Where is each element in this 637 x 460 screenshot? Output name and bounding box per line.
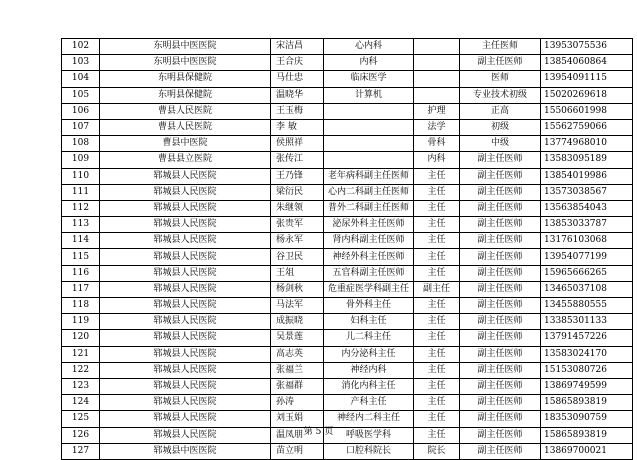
position-cell: 主任	[414, 265, 460, 281]
table-row	[62, 136, 633, 152]
position-cell: 骨科	[414, 136, 460, 152]
phone-cell: 13455880555	[541, 298, 633, 314]
name-cell: 张传江	[271, 152, 324, 168]
table-row	[62, 217, 633, 233]
department-title-cell: 产科主任	[324, 395, 414, 411]
phone-cell: 13953075536	[541, 39, 633, 55]
hospital-cell: 郓城县人民医院	[100, 233, 271, 249]
department-title-cell	[324, 103, 414, 119]
hospital-cell: 东明县中医医院	[100, 39, 271, 55]
position-cell: 院长	[414, 443, 460, 459]
name-cell: 吴景莲	[271, 330, 324, 346]
name-cell: 侯照祥	[271, 136, 324, 152]
table-row	[62, 87, 633, 103]
row-number-cell: 104	[62, 71, 100, 87]
department-title-cell	[324, 136, 414, 152]
phone-cell: 13176103068	[541, 233, 633, 249]
row-number-cell: 113	[62, 217, 100, 233]
hospital-cell: 郓城县人民医院	[100, 362, 271, 378]
department-title-cell	[324, 152, 414, 168]
department-title-cell: 骨外科主任	[324, 298, 414, 314]
department-title-cell: 呼吸医学科	[324, 427, 414, 443]
name-cell: 刘玉娟	[271, 411, 324, 427]
department-title-cell: 消化内科主任	[324, 378, 414, 394]
name-cell: 苗立明	[271, 443, 324, 459]
row-number-cell: 102	[62, 39, 100, 55]
row-number-cell: 123	[62, 378, 100, 394]
phone-cell: 13774968010	[541, 136, 633, 152]
professional-title-cell: 初级	[460, 119, 541, 135]
professional-title-cell: 专业技术初级	[460, 87, 541, 103]
hospital-cell: 郓城县人民医院	[100, 184, 271, 200]
professional-title-cell: 副主任医师	[460, 55, 541, 71]
table-row	[62, 103, 633, 119]
hospital-cell: 郓城县中医医院	[100, 443, 271, 459]
position-cell: 主任	[414, 184, 460, 200]
department-title-cell: 神经内二科主任	[324, 411, 414, 427]
phone-cell: 15562759066	[541, 119, 633, 135]
department-title-cell: 内分泌科主任	[324, 346, 414, 362]
phone-cell: 13869700021	[541, 443, 633, 459]
department-title-cell: 心内科	[324, 39, 414, 55]
name-cell: 王玉梅	[271, 103, 324, 119]
table-row	[62, 233, 633, 249]
position-cell	[414, 87, 460, 103]
name-cell: 王俎	[271, 265, 324, 281]
table-row	[62, 265, 633, 281]
phone-cell: 13573038567	[541, 184, 633, 200]
row-number-cell: 120	[62, 330, 100, 346]
phone-cell: 15020269618	[541, 87, 633, 103]
hospital-cell: 曹县县立医院	[100, 152, 271, 168]
phone-cell: 15865893819	[541, 395, 633, 411]
professional-title-cell: 副主任医师	[460, 378, 541, 394]
hospital-cell: 东明县中医医院	[100, 55, 271, 71]
phone-cell: 13385301133	[541, 314, 633, 330]
table-row	[62, 152, 633, 168]
professional-title-cell: 副主任医师	[460, 395, 541, 411]
table-row	[62, 168, 633, 184]
professional-title-cell: 副主任医师	[460, 362, 541, 378]
table-row	[62, 443, 633, 459]
name-cell: 宋洁昌	[271, 39, 324, 55]
position-cell	[414, 39, 460, 55]
professional-title-cell: 副主任医师	[460, 168, 541, 184]
row-number-cell: 106	[62, 103, 100, 119]
professional-title-cell: 副主任医师	[460, 443, 541, 459]
row-number-cell: 121	[62, 346, 100, 362]
professional-title-cell: 副主任医师	[460, 265, 541, 281]
name-cell: 梁衍民	[271, 184, 324, 200]
hospital-cell: 郓城县人民医院	[100, 427, 271, 443]
hospital-cell: 东明县保健院	[100, 87, 271, 103]
table-row	[62, 71, 633, 87]
name-cell: 马仕忠	[271, 71, 324, 87]
position-cell: 副主任	[414, 281, 460, 297]
professional-title-cell: 主任医师	[460, 39, 541, 55]
name-cell: 张福兰	[271, 362, 324, 378]
name-cell: 杨永军	[271, 233, 324, 249]
name-cell: 马法军	[271, 298, 324, 314]
phone-cell: 13583024170	[541, 346, 633, 362]
professional-title-cell: 副主任医师	[460, 346, 541, 362]
position-cell: 主任	[414, 217, 460, 233]
department-title-cell: 神经内科	[324, 362, 414, 378]
professional-title-cell: 副主任医师	[460, 233, 541, 249]
phone-cell: 15506601998	[541, 103, 633, 119]
department-title-cell: 普外二科副主任医师	[324, 200, 414, 216]
name-cell: 孙涛	[271, 395, 324, 411]
hospital-cell: 郓城县人民医院	[100, 411, 271, 427]
department-title-cell: 口腔科院长	[324, 443, 414, 459]
position-cell: 内科	[414, 152, 460, 168]
name-cell: 王合庆	[271, 55, 324, 71]
hospital-cell: 郓城县人民医院	[100, 298, 271, 314]
table-row	[62, 55, 633, 71]
department-title-cell: 计算机	[324, 87, 414, 103]
professional-title-cell: 正高	[460, 103, 541, 119]
page-number-footer: 第 5 页	[303, 427, 334, 437]
table-row	[62, 39, 633, 55]
position-cell: 主任	[414, 395, 460, 411]
row-number-cell: 112	[62, 200, 100, 216]
hospital-cell: 曹县中医院	[100, 136, 271, 152]
department-title-cell: 泌尿外科主任医师	[324, 217, 414, 233]
department-title-cell	[324, 119, 414, 135]
phone-cell: 13791457226	[541, 330, 633, 346]
position-cell	[414, 55, 460, 71]
name-cell: 张贵军	[271, 217, 324, 233]
name-cell: 温凤朋	[271, 427, 324, 443]
name-cell: 朱继领	[271, 200, 324, 216]
phone-cell: 13854060864	[541, 55, 633, 71]
professional-title-cell: 副主任医师	[460, 298, 541, 314]
hospital-cell: 郓城县人民医院	[100, 378, 271, 394]
position-cell: 主任	[414, 298, 460, 314]
phone-cell: 13563854043	[541, 200, 633, 216]
name-cell: 谷卫民	[271, 249, 324, 265]
row-number-cell: 114	[62, 233, 100, 249]
position-cell: 主任	[414, 168, 460, 184]
name-cell: 李 敏	[271, 119, 324, 135]
name-cell: 高志英	[271, 346, 324, 362]
row-number-cell: 118	[62, 298, 100, 314]
hospital-cell: 郓城县人民医院	[100, 330, 271, 346]
department-title-cell: 临床医学	[324, 71, 414, 87]
professional-title-cell: 中级	[460, 136, 541, 152]
hospital-cell: 郓城县人民医院	[100, 395, 271, 411]
row-number-cell: 124	[62, 395, 100, 411]
position-cell: 主任	[414, 249, 460, 265]
hospital-cell: 郓城县人民医院	[100, 281, 271, 297]
position-cell: 主任	[414, 233, 460, 249]
position-cell: 主任	[414, 330, 460, 346]
position-cell: 主任	[414, 200, 460, 216]
table-row	[62, 298, 633, 314]
phone-cell: 18353090759	[541, 411, 633, 427]
hospital-staff-table	[61, 38, 633, 460]
row-number-cell: 103	[62, 55, 100, 71]
hospital-cell: 郓城县人民医院	[100, 346, 271, 362]
professional-title-cell: 副主任医师	[460, 200, 541, 216]
phone-cell: 15965666265	[541, 265, 633, 281]
name-cell: 王乃锋	[271, 168, 324, 184]
position-cell: 护理	[414, 103, 460, 119]
department-title-cell: 肾内科副主任医师	[324, 233, 414, 249]
table-row	[62, 281, 633, 297]
professional-title-cell: 副主任医师	[460, 314, 541, 330]
position-cell: 主任	[414, 362, 460, 378]
hospital-cell: 郓城县人民医院	[100, 314, 271, 330]
row-number-cell: 127	[62, 443, 100, 459]
row-number-cell: 119	[62, 314, 100, 330]
department-title-cell: 内科	[324, 55, 414, 71]
name-cell: 温晓华	[271, 87, 324, 103]
professional-title-cell: 医师	[460, 71, 541, 87]
department-title-cell: 心内二科副主任医师	[324, 184, 414, 200]
phone-cell: 13583095189	[541, 152, 633, 168]
phone-cell: 13465037108	[541, 281, 633, 297]
hospital-cell: 郓城县人民医院	[100, 249, 271, 265]
name-cell: 张福群	[271, 378, 324, 394]
professional-title-cell: 副主任医师	[460, 411, 541, 427]
phone-cell: 15153080726	[541, 362, 633, 378]
name-cell: 杨剑秋	[271, 281, 324, 297]
row-number-cell: 109	[62, 152, 100, 168]
professional-title-cell: 副主任医师	[460, 281, 541, 297]
table-row	[62, 395, 633, 411]
row-number-cell: 117	[62, 281, 100, 297]
row-number-cell: 115	[62, 249, 100, 265]
name-cell: 成振晓	[271, 314, 324, 330]
phone-cell: 15865893819	[541, 427, 633, 443]
phone-cell: 13869749599	[541, 378, 633, 394]
department-title-cell: 五官科副主任医师	[324, 265, 414, 281]
table-row	[62, 378, 633, 394]
department-title-cell: 老年病科副主任医师	[324, 168, 414, 184]
department-title-cell: 妇科主任	[324, 314, 414, 330]
table-row	[62, 249, 633, 265]
table-body	[62, 39, 633, 460]
hospital-cell: 曹县人民医院	[100, 103, 271, 119]
professional-title-cell: 副主任医师	[460, 152, 541, 168]
table-row	[62, 362, 633, 378]
hospital-cell: 郓城县人民医院	[100, 217, 271, 233]
position-cell: 主任	[414, 346, 460, 362]
professional-title-cell: 副主任医师	[460, 249, 541, 265]
professional-title-cell: 副主任医师	[460, 427, 541, 443]
phone-cell: 13954077199	[541, 249, 633, 265]
hospital-cell: 东明县保健院	[100, 71, 271, 87]
professional-title-cell: 副主任医师	[460, 184, 541, 200]
department-title-cell: 儿二科主任	[324, 330, 414, 346]
phone-cell: 13954091115	[541, 71, 633, 87]
position-cell: 法学	[414, 119, 460, 135]
hospital-cell: 郓城县人民医院	[100, 265, 271, 281]
table-row	[62, 346, 633, 362]
department-title-cell: 危重症医学科副主任	[324, 281, 414, 297]
row-number-cell: 122	[62, 362, 100, 378]
position-cell: 主任	[414, 411, 460, 427]
professional-title-cell: 副主任医师	[460, 217, 541, 233]
hospital-cell: 曹县人民医院	[100, 119, 271, 135]
position-cell: 主任	[414, 378, 460, 394]
table-row	[62, 119, 633, 135]
row-number-cell: 125	[62, 411, 100, 427]
position-cell	[414, 71, 460, 87]
row-number-cell: 111	[62, 184, 100, 200]
table-row	[62, 330, 633, 346]
table-row	[62, 184, 633, 200]
row-number-cell: 116	[62, 265, 100, 281]
department-title-cell: 神经外科主任医师	[324, 249, 414, 265]
hospital-cell: 郓城县人民医院	[100, 168, 271, 184]
row-number-cell: 105	[62, 87, 100, 103]
table-row	[62, 314, 633, 330]
position-cell: 主任	[414, 427, 460, 443]
phone-cell: 13854019986	[541, 168, 633, 184]
row-number-cell: 110	[62, 168, 100, 184]
phone-cell: 13853033787	[541, 217, 633, 233]
row-number-cell: 108	[62, 136, 100, 152]
hospital-cell: 郓城县人民医院	[100, 200, 271, 216]
row-number-cell: 107	[62, 119, 100, 135]
row-number-cell: 126	[62, 427, 100, 443]
professional-title-cell: 副主任医师	[460, 330, 541, 346]
table-row	[62, 200, 633, 216]
position-cell: 主任	[414, 314, 460, 330]
